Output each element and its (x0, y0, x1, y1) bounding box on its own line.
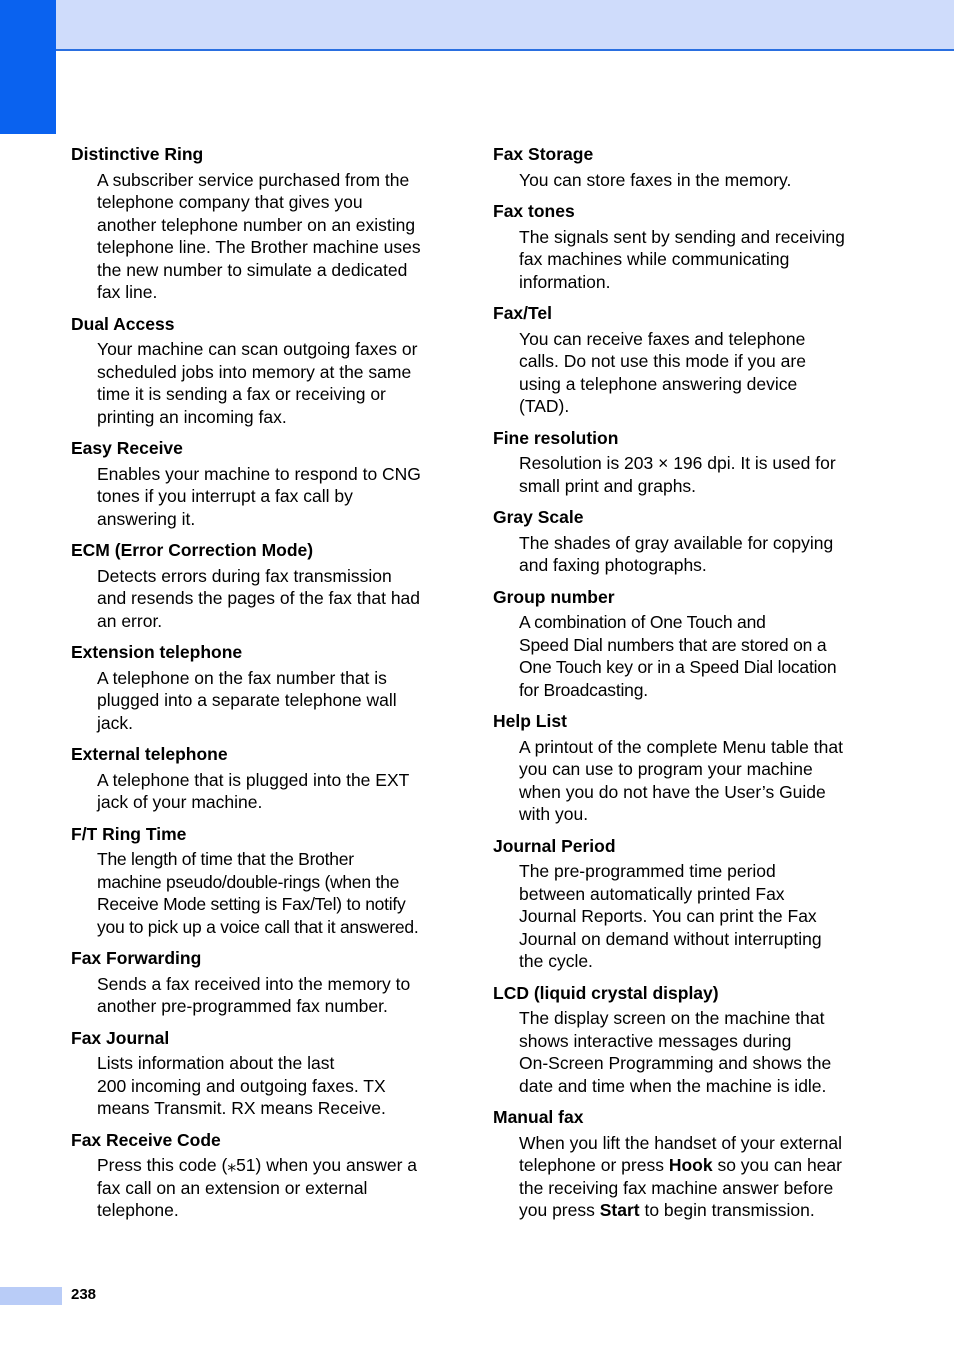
term-manual-fax: Manual fax (493, 1107, 584, 1127)
glossary-entry (71, 641, 446, 734)
glossary-entry (493, 427, 868, 498)
term-extension-telephone: Extension telephone (71, 642, 243, 662)
term-fine-resolution: Fine resolution (493, 427, 619, 448)
glossary-entry (493, 200, 868, 293)
definition-dual-access: Your machine can scan outgoing faxes or scheduled jobs into memory at the same time it is sending a fax or receiving or printing an incoming fax. (97, 339, 418, 427)
hook-key-label: Hook (668, 1155, 713, 1175)
definition-text: to begin transmission. (639, 1200, 815, 1220)
term-help-list: Help List (493, 711, 567, 731)
glossary-entry (71, 539, 446, 632)
term-fax-tones: Fax tones (493, 201, 575, 221)
chapter-tab (0, 0, 56, 134)
term-gray-scale: Gray Scale (493, 507, 584, 527)
definition-gray-scale: The shades of gray available for copying and faxing photographs. (519, 532, 834, 575)
term-ft-ring-time: F/T Ring Time (71, 823, 187, 844)
definition-group-number: A combination of One Touch and Speed Dial numbers that are stored on a One Touch key or in a Speed Dial location for Broadcasting. (519, 612, 837, 700)
glossary-entry (493, 982, 868, 1098)
definition-help-list: A printout of the complete Menu table that you can use to program your machine when you do not have the User’s Guide with you. (519, 736, 843, 824)
term-fax-tel: Fax/Tel (493, 303, 553, 323)
definition-easy-receive: Enables your machine to respond to CNG tones if you interrupt a fax call by answering it. (97, 463, 421, 529)
glossary-entry (71, 1027, 446, 1120)
term-distinctive-ring: Distinctive Ring (71, 144, 204, 164)
definition-text: When you lift the handset of your external telephone or press (519, 1132, 842, 1175)
term-fax-storage: Fax Storage (493, 144, 594, 164)
glossary-entry (71, 437, 446, 530)
definition-lcd: The display screen on the machine that shows interactive messages during On-Screen Programming and shows the date and time when the machine is idle. (519, 1008, 832, 1096)
definition-external-telephone: A telephone that is plugged into the EXT jack of your machine. (97, 769, 410, 812)
glossary-entry (71, 143, 446, 304)
term-dual-access: Dual Access (71, 313, 175, 334)
definition-fax-tones: The signals sent by sending and receiving fax machines while communicating information. (519, 226, 845, 292)
glossary-entry (493, 586, 868, 702)
term-ecm: ECM (Error Correction Mode) (71, 540, 314, 560)
glossary-right-column (493, 143, 868, 1231)
footer-bar (0, 1287, 62, 1305)
definition-ft-ring-time: The length of time that the Brother machine pseudo/double-rings (when the Receive Mode setting is Fax/Tel) to notify you to pick up a voice call that it answered. (97, 849, 419, 937)
definition-fine-resolution: Resolution is 203 × 196 dpi. It is used for small print and graphs. (519, 453, 836, 496)
glossary-left-column (71, 143, 446, 1231)
glossary-entry (493, 1106, 868, 1222)
definition-text: so you can hear the receiving fax machine answer before you press (519, 1155, 842, 1220)
glossary-entry (493, 506, 868, 577)
glossary-entry (71, 743, 446, 814)
page-number: 238 (71, 1286, 97, 1303)
definition-journal-period: The pre-programmed time period between automatically printed Fax Journal Reports. You can print the Fax Journal on demand without interrupting the cycle. (519, 861, 822, 971)
term-lcd: LCD (liquid crystal display) (493, 982, 719, 1003)
term-fax-journal: Fax Journal (71, 1027, 170, 1048)
glossary-entry (71, 947, 446, 1018)
glossary-entry (493, 835, 868, 973)
definition-fax-storage: You can store faxes in the memory. (519, 169, 792, 190)
term-group-number: Group number (493, 586, 615, 607)
definition-distinctive-ring: A subscriber service purchased from the telephone company that gives you another telephone number on an existing telephone line. The Brother machine uses the new number to simulate a dedicated fax line. (97, 169, 421, 302)
definition-fax-receive-code: Press this code (⁎51) when you answer a fax call on an extension or external telephone. (97, 1155, 418, 1220)
start-key-label: Start (599, 1200, 640, 1220)
definition-fax-tel: You can receive faxes and telephone calls. Do not use this mode if you are using a telephone answering device (TAD). (519, 328, 806, 416)
glossary-entry (71, 823, 446, 939)
term-fax-receive-code: Fax Receive Code (71, 1129, 221, 1150)
glossary-entry (493, 302, 868, 418)
glossary-entry (493, 143, 868, 191)
definition-fax-forwarding: Sends a fax received into the memory to another pre-programmed fax number. (97, 973, 411, 1016)
term-external-telephone: External telephone (71, 744, 228, 764)
term-journal-period: Journal Period (493, 835, 616, 856)
glossary-entry (71, 1129, 446, 1222)
glossary-entry (493, 710, 868, 826)
term-fax-forwarding: Fax Forwarding (71, 948, 202, 968)
definition-manual-fax (519, 1132, 868, 1222)
glossary-entry (71, 313, 446, 429)
definition-ecm: Detects errors during fax transmission and resends the pages of the fax that had an error. (97, 565, 421, 631)
definition-extension-telephone: A telephone on the fax number that is plugged into a separate telephone wall jack. (97, 667, 397, 733)
definition-fax-journal: Lists information about the last 200 incoming and outgoing faxes. TX means Transmit. RX means Receive. (97, 1053, 386, 1118)
term-easy-receive: Easy Receive (71, 438, 183, 458)
header-band (0, 0, 954, 51)
